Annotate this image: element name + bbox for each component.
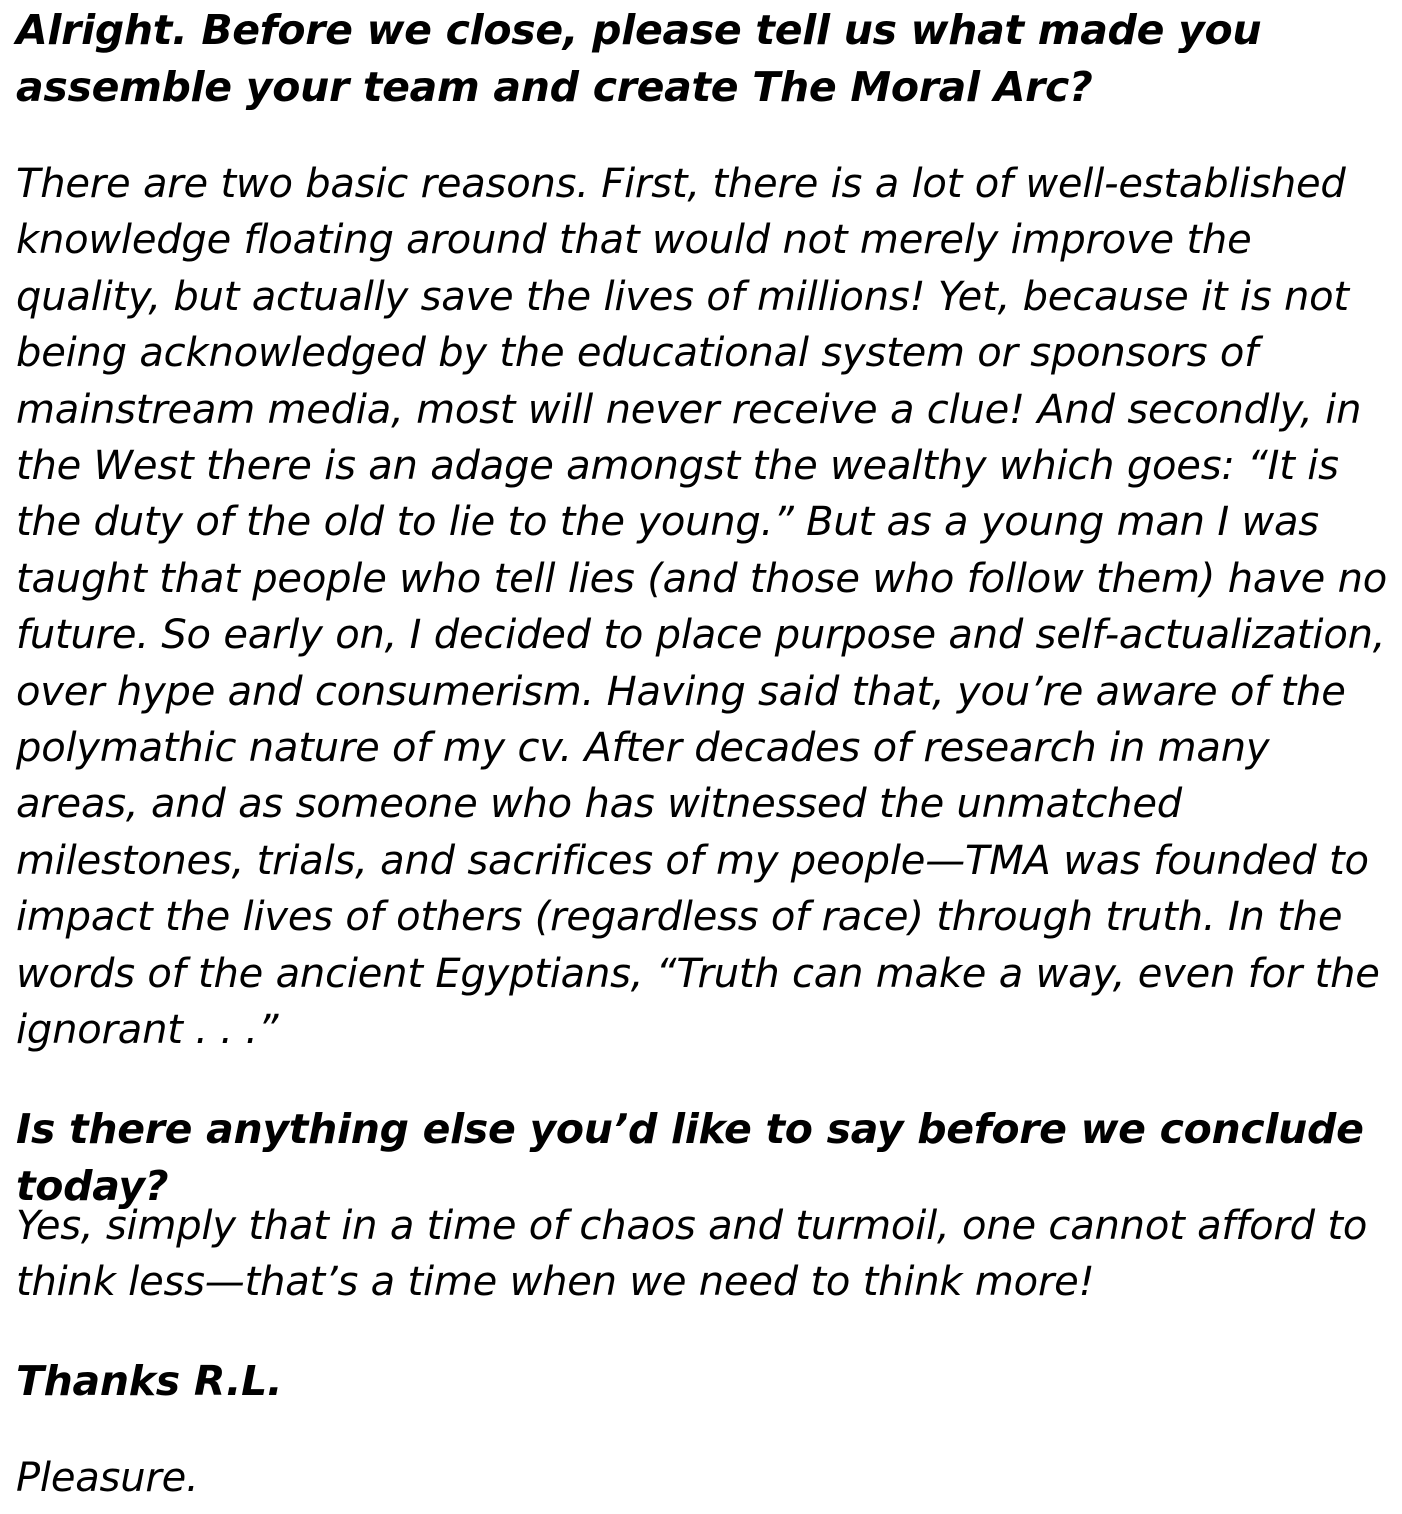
answer-paragraph: Yes, simply that in a time of chaos and turmoil, one cannot afford to think less—that’s a time when we need to think more! [16, 1203, 1368, 1306]
question-paragraph: Alright. Before we close, please tell us what made you assemble your team and create The Moral Arc? [16, 6, 1262, 111]
question-paragraph: Is there anything else you’d like to say before we conclude today? [16, 1105, 1364, 1210]
answer-paragraph: There are two basic reasons. First, there is a lot of well-established knowledge floating around that would not merely improve the quality, but actually save the lives of millions! Yet, because it is not being acknowledged by the educational system or sponsors of mainstream media, most will never receive a clue! And secondly, in the West there is an adage amongst the wealthy which goes: “It is the duty of the old to lie to the young.” But as a young man I was taught that people who tell lies (and those who follow them) have no future. So early on, I decided to place purpose and self-actualization, over hype and consumerism. Having said that, you’re aware of the polymathic nature of my cv. After decades of research in many areas, and as someone who has witnessed the unmatched milestones, trials, and sacrifices of my people—TMA was founded to impact the lives of others (regardless of race) through truth. In the words of the ancient Egyptians, “Truth can make a way, even for the ignorant . . .” [16, 161, 1388, 1054]
answer-paragraph: Pleasure. [16, 1455, 199, 1501]
question-paragraph: Thanks R.L. [16, 1357, 283, 1405]
